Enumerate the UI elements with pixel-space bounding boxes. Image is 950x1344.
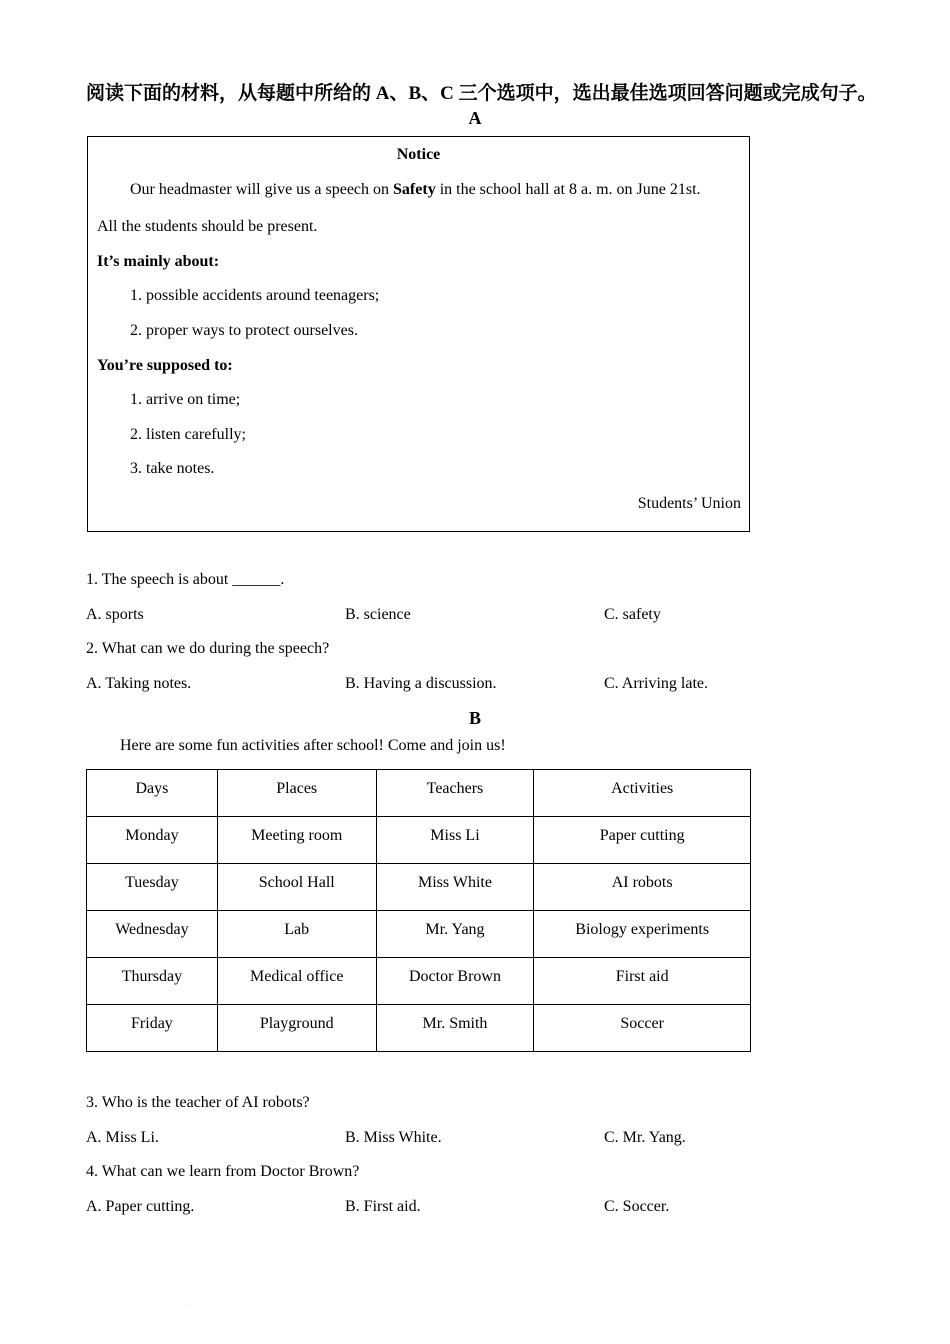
activities-table <box>86 769 751 1052</box>
table-cell: First aid <box>534 958 751 1005</box>
table-cell: Biology experiments <box>534 911 751 958</box>
question-2-option-c: C. Arriving late. <box>604 675 708 692</box>
question-2: 2. What can we do during the speech? <box>86 640 330 657</box>
notice-body-pre: Our headmaster will give us a speech on <box>130 181 394 198</box>
table-cell: Paper cutting <box>534 817 751 864</box>
table-row <box>87 864 751 911</box>
question-3-option-a: A. Miss Li. <box>86 1129 159 1146</box>
table-cell: Mr. Yang <box>376 911 534 958</box>
notice-supposed-item: 3. take notes. <box>130 460 215 477</box>
instruction-text: 阅读下面的材料，从每题中所给的 A、B、C 三个选项中，选出最佳选项回答问题或完成句子。 <box>86 83 877 104</box>
question-2-option-a: A. Taking notes. <box>86 675 192 692</box>
notice-about-item: 1. possible accidents around teenagers; <box>130 287 380 304</box>
notice-supposed-item: 2. listen carefully; <box>130 426 246 443</box>
table-header-cell: Activities <box>534 770 751 817</box>
table-cell: Playground <box>217 1005 376 1052</box>
notice-supposed-item: 1. arrive on time; <box>130 391 241 408</box>
table-header-cell: Teachers <box>376 770 534 817</box>
section-b-intro: Here are some fun activities after school! Come and join us! <box>120 737 506 754</box>
question-4: 4. What can we learn from Doctor Brown? <box>86 1163 360 1180</box>
table-cell: Friday <box>87 1005 218 1052</box>
notice-title: Notice <box>396 146 441 163</box>
question-1-option-a: A. sports <box>86 606 144 623</box>
question-1: 1. The speech is about ______. <box>86 571 285 588</box>
table-cell: Miss White <box>376 864 534 911</box>
table-row <box>87 911 751 958</box>
question-4-option-b: B. First aid. <box>345 1198 421 1215</box>
question-1-option-c: C. safety <box>604 606 661 623</box>
table-cell: Soccer <box>534 1005 751 1052</box>
question-4-option-c: C. Soccer. <box>604 1198 670 1215</box>
notice-body-line2: All the students should be present. <box>97 218 318 235</box>
table-row <box>87 1005 751 1052</box>
table-row <box>87 817 751 864</box>
question-4-option-a: A. Paper cutting. <box>86 1198 195 1215</box>
notice-box <box>87 136 750 532</box>
notice-supposed-heading: You’re supposed to: <box>97 357 233 374</box>
notice-signature: Students’ Union <box>637 495 741 512</box>
scan-speck: · <box>188 1302 190 1308</box>
table-header-cell: Places <box>217 770 376 817</box>
question-3: 3. Who is the teacher of AI robots? <box>86 1094 310 1111</box>
table-cell: AI robots <box>534 864 751 911</box>
table-cell: Wednesday <box>87 911 218 958</box>
table-header-row <box>87 770 751 817</box>
notice-body-post: in the school hall at 8 a. m. on June 21st. <box>435 181 701 198</box>
table-cell: Miss Li <box>376 817 534 864</box>
section-b-label: B <box>468 708 481 728</box>
notice-body-line1 <box>130 181 701 199</box>
table-cell: Thursday <box>87 958 218 1005</box>
table-cell: School Hall <box>217 864 376 911</box>
notice-about-heading: It’s mainly about: <box>97 253 220 270</box>
table-cell: Meeting room <box>217 817 376 864</box>
table-cell: Lab <box>217 911 376 958</box>
table-header-cell: Days <box>87 770 218 817</box>
table-cell: Monday <box>87 817 218 864</box>
table-cell: Medical office <box>217 958 376 1005</box>
question-3-option-b: B. Miss White. <box>345 1129 442 1146</box>
notice-about-item: 2. proper ways to protect ourselves. <box>130 322 358 339</box>
question-1-option-b: B. science <box>345 606 411 623</box>
section-a-label: A <box>468 108 482 128</box>
question-3-option-c: C. Mr. Yang. <box>604 1129 686 1146</box>
question-2-option-b: B. Having a discussion. <box>345 675 497 692</box>
table-cell: Tuesday <box>87 864 218 911</box>
table-cell: Doctor Brown <box>376 958 534 1005</box>
notice-body-safety: Safety <box>393 181 436 198</box>
table-row <box>87 958 751 1005</box>
table-cell: Mr. Smith <box>376 1005 534 1052</box>
